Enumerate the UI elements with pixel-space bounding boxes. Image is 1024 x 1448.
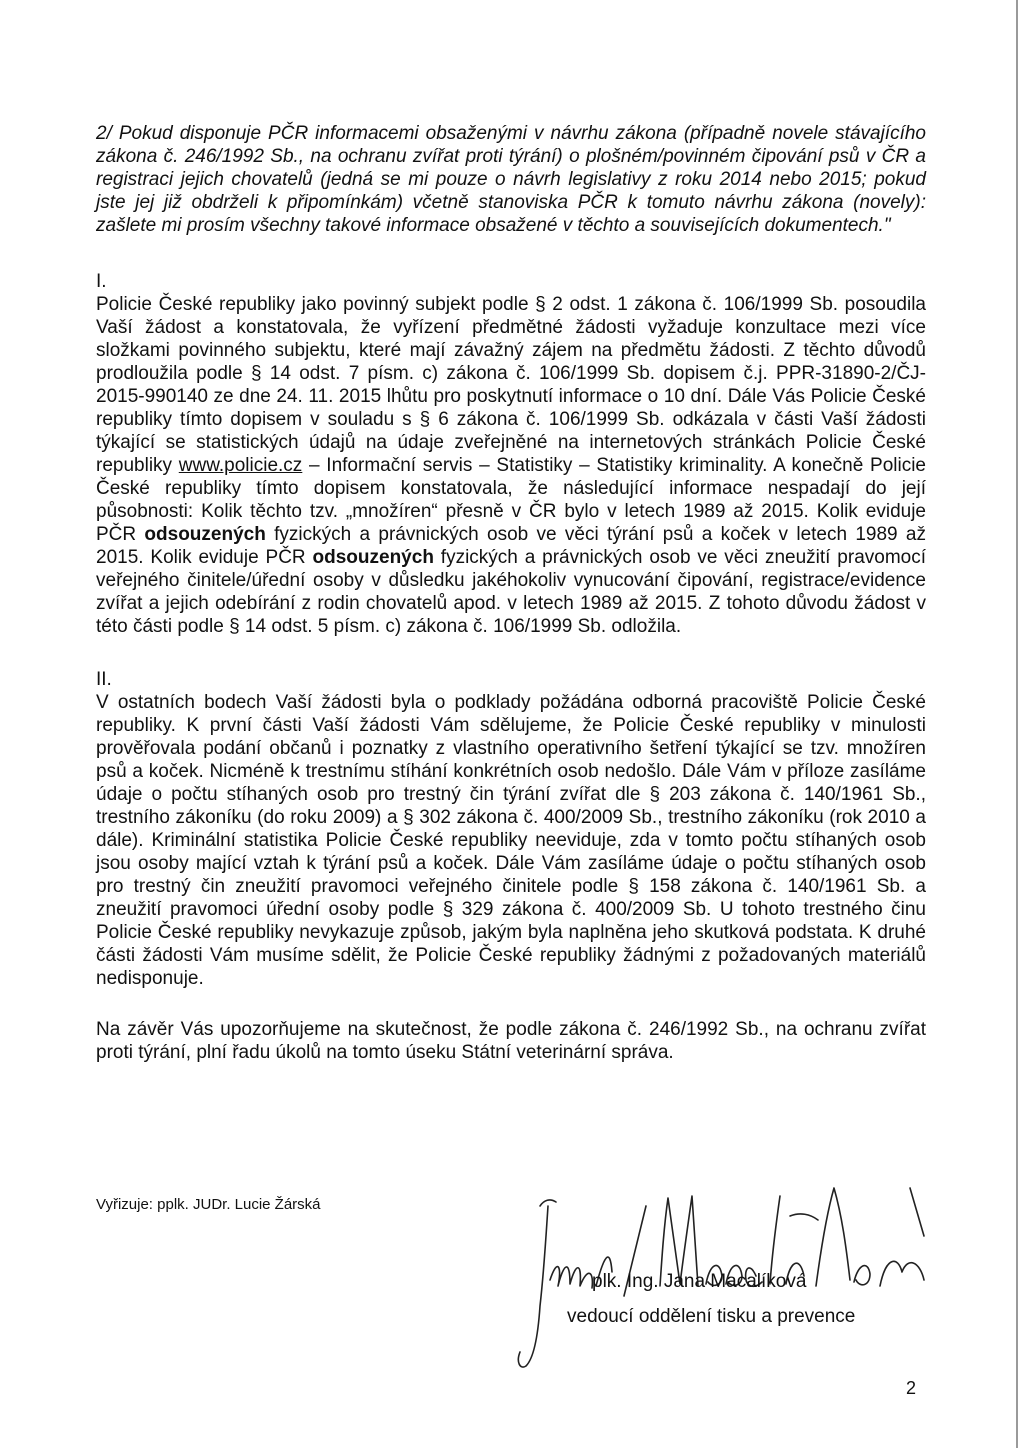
section-1-text-a: Policie České republiky jako povinný subjekt podle § 2 odst. 1 zákona č. 106/1999 Sb. posoudila Vaší žádost a konstatovala, že vyřízení předmětné žádosti vyžaduje konzultace mezi více složkami povinného subjektu, které mají závažný zájem na předmětu žádosti. Z těchto důvodů prodloužila podle § 14 odst. 7 písm. c) zákona č. 106/1999 Sb. dopisem č.j. PPR-31890-2/ČJ-2015-990140 ze dne 24. 11. 2015 lhůtu pro poskytnutí informace o 10 dní. Dále Vás Policie České republiky tímto dopisem v souladu s § 6 zákona č. 106/1999 Sb. odkázala v části Vaší žádosti týkající se statistických údajů na údaje zveřejněné na internetových stránkách Policie České republiky bbox=[96, 294, 926, 476]
handled-by: Vyřizuje: pplk. JUDr. Lucie Žárská bbox=[96, 1196, 321, 1213]
section-2-paragraph: V ostatních bodech Vaší žádosti byla o podklady požádána odborná pracoviště Policie České republiky. K první části Vaší žádosti Vám sdělujeme, že Policie České republiky v minulosti prověřovala podání občanů i poznatky z vlastního operativního šetření týkající se tzv. množíren psů a koček. Nicméně k trestnímu stíhání konkrétních osob nedošlo. Dále Vám v příloze zasíláme údaje o počtu stíhaných osob pro trestný čin týrání zvířat dle § 203 zákona č. 140/1961 Sb., trestního zákoníku (do roku 2009) a § 302 zákona č. 400/2009 Sb., trestního zákoníku (rok 2010 a dále). Kriminální statistika Policie České republiky neeviduje, zda v tomto počtu stíhaných osob jsou osoby mající vztah k týrání psů a koček. Dále Vám zasíláme údaje o počtu stíhaných osob pro trestný čin zneužití pravomoci veřejného činitele podle § 158 zákona č. 140/1961 Sb. a zneužití pravomoci úřední osoby podle § 329 zákona č. 400/2009 Sb. U tohoto trestného činu Policie České republiky nevykazuje způsob, jakým byla naplněna jeho skutková podstata. K druhé části žádosti Vám musíme sdělit, že Policie České republiky žádnými z požadovaných materiálů nedisponuje. bbox=[96, 692, 926, 989]
signatory-title: vedoucí oddělení tisku a prevence bbox=[567, 1306, 856, 1327]
quoted-request: 2/ Pokud disponuje PČR informacemi obsaženými v návrhu zákona (případně novele stávajícího zákona č. 246/1992 Sb., na ochranu zvířat proti týrání) o plošném/povinném čipování psů v ČR a registraci jejich chovatelů (jedná se mi pouze o návrh legislativy z roku 2014 nebo 2015; pokud jste jej již obdrželi k připomínkám) včetně stanoviska PČR k tomuto návrhu zákona (novely): zašlete mi prosím všechny takové informace obsažené v těchto a souvisejících dokumentech." bbox=[96, 123, 926, 236]
closing-paragraph: Na závěr Vás upozorňujeme na skutečnost, že podle zákona č. 246/1992 Sb., na ochranu zvířat proti týrání, plní řadu úkolů na tomto úseku Státní veterinární správa. bbox=[96, 1019, 926, 1063]
letter-body bbox=[96, 122, 926, 1064]
page-number: 2 bbox=[906, 1378, 917, 1398]
section-1-text-c: fyzických a právnických osob ve věci týrání psů a koček v letech 1989 až 2015. Kolik eviduje PČR bbox=[96, 524, 926, 568]
section-number-2: II. bbox=[96, 669, 112, 690]
section-number-1: I. bbox=[96, 271, 107, 292]
section-1-text-b: – Informační servis – Statistiky – Statistiky kriminality. A konečně Policie České republiky tímto dopisem konstatovala, že následující informace nespadají do její působnosti: Kolik těchto tzv. „množíren“ přesně v ČR bylo v letech 1989 až 2015. Kolik eviduje PČR bbox=[96, 455, 926, 545]
signatory-name: plk. Ing. Jana Macalíková bbox=[592, 1271, 807, 1292]
section-1-paragraph bbox=[96, 293, 926, 638]
section-1-text-d: fyzických a právnických osob ve věci zneužití pravomocí veřejného činitele/úřední osoby v důsledku jakéhokoliv vynucování čipování, registrace/evidence zvířat a jejich odebírání z rodin chovatelů apod. v letech 1989 až 2015. Z tohoto důvodu žádost v této části podle § 14 odst. 5 písm. c) zákona č. 106/1999 Sb. odložila. bbox=[96, 547, 927, 637]
bold-odsouzenych-2: odsouzených bbox=[312, 547, 434, 568]
bold-odsouzenych-1: odsouzených bbox=[144, 524, 266, 545]
policie-link[interactable]: www.policie.cz bbox=[178, 455, 303, 476]
scan-edge-line bbox=[1016, 0, 1018, 1448]
